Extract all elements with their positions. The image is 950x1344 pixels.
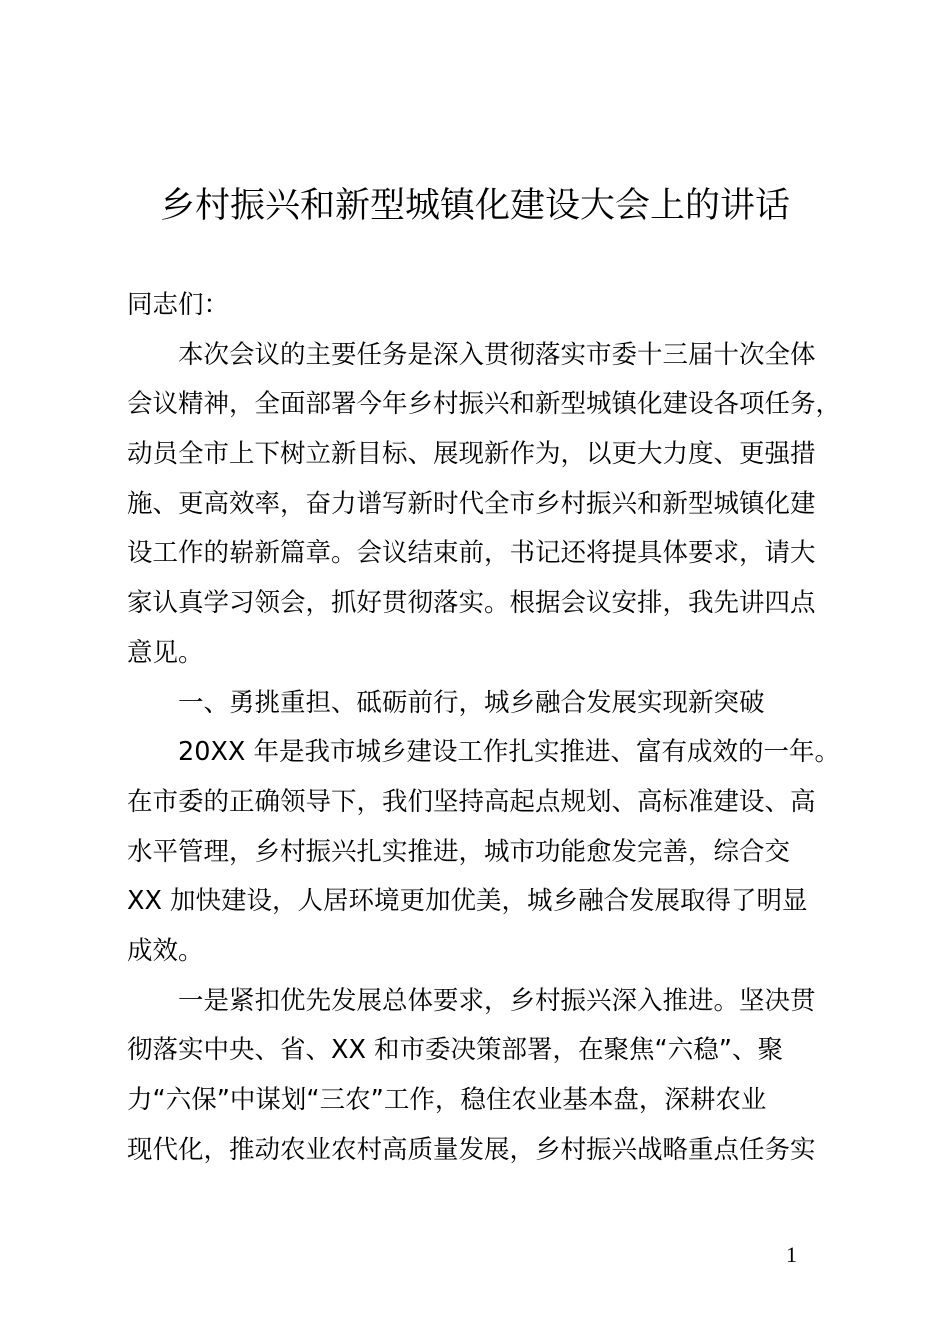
body-text-line: XX 加快建设，人居环境更加优美，城乡融合发展取得了明显 [127, 886, 808, 917]
body-text-line: 会议精神，全面部署今年乡村振兴和新型城镇化建设各项任务， [127, 389, 842, 420]
document-title: 乡村振兴和新型城镇化建设大会上的讲话 [159, 186, 790, 226]
body-text-line: 彻落实中央、省、XX 和市委决策部署，在聚焦“六稳”、聚 [127, 1035, 783, 1066]
body-text-line: 本次会议的主要任务是深入贯彻落实市委十三届十次全体 [178, 339, 816, 370]
body-text-line: 家认真学习领会，抓好贯彻落实。根据会议安排，我先讲四点 [127, 588, 816, 619]
section-heading-line: 一、勇挑重担、砥砺前行，城乡融合发展实现新突破 [178, 687, 765, 718]
body-text-line: 现代化，推动农业农村高质量发展，乡村振兴战略重点任务实 [127, 1134, 816, 1165]
body-text-line: 设工作的崭新篇章。会议结束前，书记还将提具体要求，请大 [127, 538, 816, 569]
page-number: 1 [786, 1242, 797, 1267]
body-text-line: 水平管理，乡村振兴扎实推进，城市功能愈发完善，综合交 [127, 836, 791, 867]
body-text-line: 动员全市上下树立新目标、展现新作为，以更大力度、更强措 [127, 439, 816, 470]
salutation-line: 同志们： [127, 290, 230, 320]
document-body [127, 281, 843, 1175]
body-text-line: 施、更高效率，奋力谱写新时代全市乡村振兴和新型城镇化建 [127, 488, 816, 519]
body-text-line: 20XX 年是我市城乡建设工作扎实推进、富有成效的一年。 [178, 737, 840, 768]
body-text-line: 意见。 [127, 637, 204, 668]
body-text-line: 力“六保”中谋划“三农”工作，稳住农业基本盘，深耕农业 [127, 1085, 767, 1115]
body-text-line: 成效。 [127, 935, 204, 966]
body-text-line: 在市委的正确领导下，我们坚持高起点规划、高标准建设、高 [127, 786, 816, 817]
body-text-line: 一是紧扣优先发展总体要求，乡村振兴深入推进。坚决贯 [178, 985, 816, 1016]
